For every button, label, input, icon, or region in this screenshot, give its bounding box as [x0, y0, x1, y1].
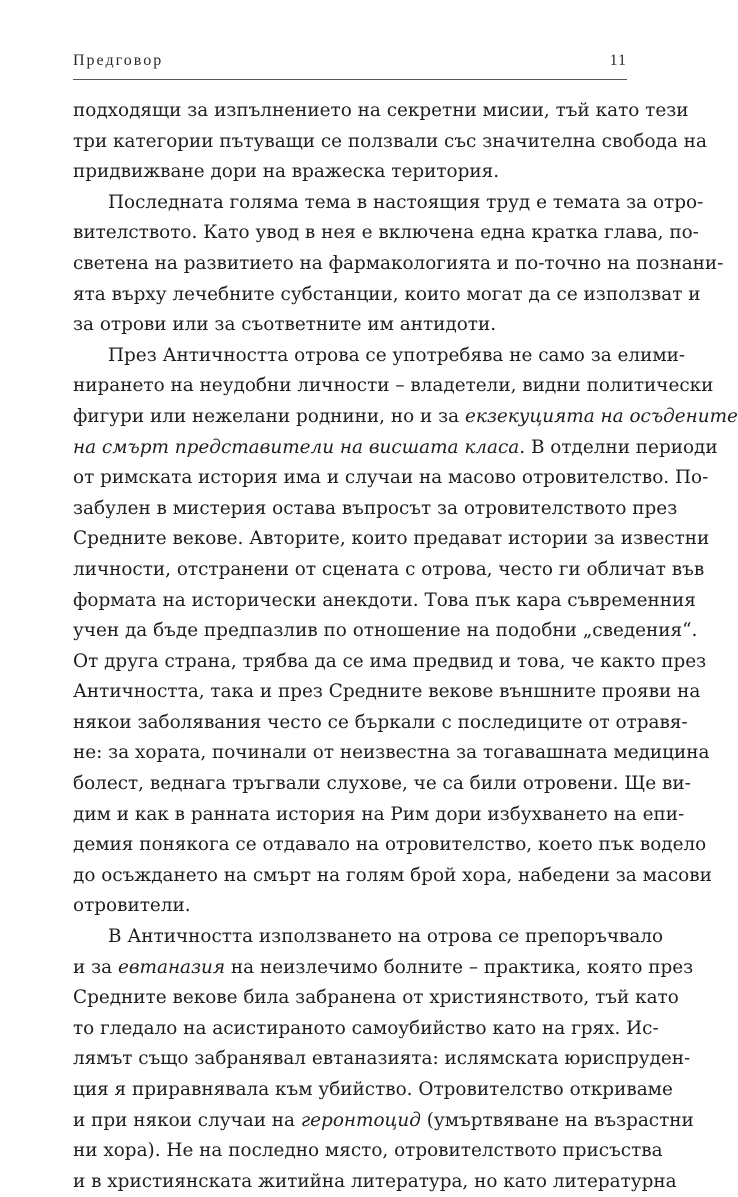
text-run: за отрови или за съответните им антидоти.: [73, 314, 497, 336]
text-line: [73, 433, 718, 464]
text-run: светена на развитието на фармакологията и по-точно на познани-: [73, 252, 724, 274]
text-run: (умъртвяване на възрастни: [420, 1109, 694, 1131]
text-line: [73, 1136, 663, 1167]
text-line: [73, 769, 691, 800]
text-line: [73, 310, 625, 341]
text-line: [73, 800, 685, 831]
text-line: [73, 96, 689, 127]
text-line: [73, 922, 664, 953]
text-line: [73, 341, 686, 372]
text-run: Средните векове била забранена от християнството, тъй като: [73, 987, 679, 1009]
text-run: вителството. Като увод в нея е включена една кратка глава, по-: [73, 222, 699, 244]
text-run: придвижване дори на вражеска територия.: [73, 161, 500, 183]
text-line: [73, 1075, 673, 1106]
text-run: на неизлечимо болните – практика, която през: [225, 956, 694, 978]
text-line: [73, 647, 707, 678]
text-run: дим и как в ранната история на Рим дори избухването на епи-: [73, 803, 685, 825]
text-run: и в християнската житийна литература, но като литературна: [73, 1170, 677, 1192]
text-run: Средните векове. Авторите, които предават истории за известни: [73, 528, 710, 550]
text-run: нирането на неудобни личности – владетели, видни политически: [73, 375, 714, 397]
text-run: от римската история има и случаи на масово отровителство. По-: [73, 467, 709, 489]
body-text: [73, 96, 738, 1197]
text-line: [73, 830, 707, 861]
text-run: не: за хората, починали от неизвестна за тогавашната медицина: [73, 742, 710, 764]
italic-text: на смърт представители на висшата класа: [73, 436, 520, 458]
header-rule: [73, 79, 627, 80]
text-run: В Античността използването на отрова се препоръчвало: [108, 926, 664, 948]
italic-text: геронтоцид: [300, 1109, 421, 1131]
text-run: отровители.: [73, 895, 191, 917]
running-head: [73, 52, 627, 70]
text-run: три категории пътуващи се ползвали със значителна свобода на: [73, 130, 707, 152]
text-run: фигури или нежелани роднини, но и за: [73, 405, 465, 427]
text-run: ни хора). Не на последно място, отровителството присъства: [73, 1140, 663, 1162]
text-run: ята върху лечебните субстанции, които могат да се използват и: [73, 283, 701, 305]
text-run: то гледало на асистираното самоубийство като на грях. Ис-: [73, 1017, 659, 1039]
text-run: ция я приравнявала към убийство. Отровителство откриваме: [73, 1079, 673, 1100]
text-run: формата на исторически анекдоти. Това пък кара съвременния: [73, 589, 696, 611]
text-line: [73, 1106, 694, 1137]
text-line: [73, 586, 696, 617]
text-run: подходящи за изпълнението на секретни мисии, тъй като тези: [73, 100, 689, 121]
text-line: [73, 1044, 691, 1075]
italic-text: екзекуцията на осъдените: [465, 405, 738, 427]
text-line: [73, 953, 694, 984]
text-run: и при някои случаи на: [73, 1109, 301, 1131]
text-line: [73, 616, 698, 647]
text-run: личности, отстранени от сцената с отрова, често ги обличат във: [73, 558, 705, 580]
text-line: [73, 157, 625, 188]
text-line: [73, 249, 724, 280]
text-run: лямът също забранявал евтаназията: ислямската юриспруден-: [73, 1048, 691, 1070]
text-run: учен да бъде предпазлив по отношение на подобни „сведения“.: [73, 620, 698, 642]
text-line: [73, 677, 701, 708]
section-title: Предговор: [73, 52, 164, 69]
text-line: [73, 738, 710, 769]
text-line: [73, 983, 679, 1014]
text-line: [73, 708, 688, 739]
text-run: до осъждането на смърт на голям брой хора, набедени за масови: [73, 864, 712, 886]
text-line: [73, 861, 712, 892]
text-run: болест, веднага тръгвали слухове, че са били отровени. Ще ви-: [73, 773, 691, 795]
text-line: [73, 524, 710, 555]
text-line: [73, 1014, 659, 1045]
text-run: и за: [73, 956, 118, 978]
text-run: През Античността отрова се употребява не само за елими-: [108, 344, 686, 366]
text-line: [73, 218, 699, 249]
text-line: [73, 555, 705, 586]
text-line: [73, 188, 704, 219]
text-line: [73, 402, 738, 433]
page-number: 11: [609, 52, 627, 69]
text-line: [73, 891, 625, 922]
text-line: [73, 494, 678, 525]
text-run: Античността, така и през Средните векове външните прояви на: [73, 681, 701, 703]
text-line: [73, 371, 714, 402]
text-run: някои заболявания често се бъркали с последиците от отравя-: [73, 711, 688, 733]
text-line: [73, 127, 707, 158]
text-run: Последната голяма тема в настоящия труд е темата за отро-: [108, 191, 704, 213]
text-run: . В отделни периоди: [519, 436, 718, 458]
text-run: От друга страна, трябва да се има предвид и това, че както през: [73, 650, 707, 672]
text-run: демия понякога се отдавало на отровителство, което пък водело: [73, 834, 707, 856]
text-line: [73, 1167, 677, 1197]
text-line: [73, 280, 701, 311]
italic-text: евтаназия: [117, 956, 226, 978]
text-line: [73, 463, 709, 494]
text-run: забулен в мистерия остава въпросът за отровителството през: [73, 497, 678, 519]
